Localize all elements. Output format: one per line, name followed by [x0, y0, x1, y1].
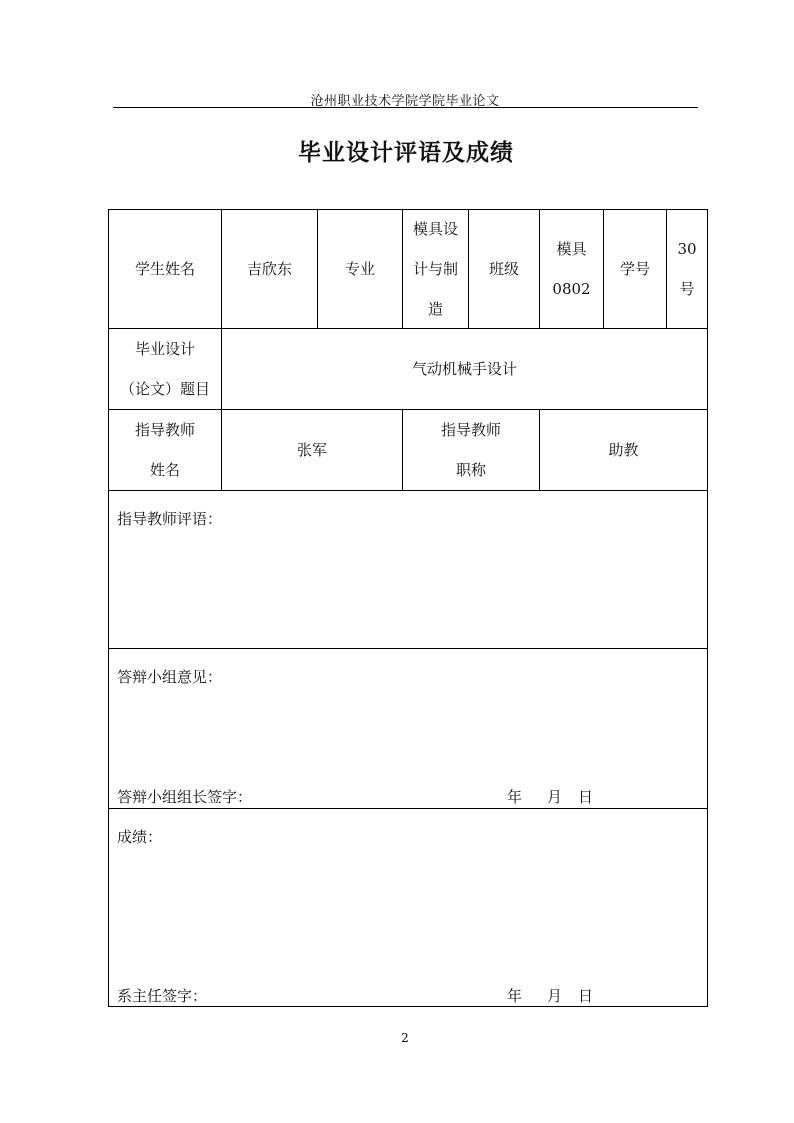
advisor-comment-label: 指导教师评语： [117, 510, 223, 528]
advisor-name-label-line-1: 指导教师 [134, 421, 195, 439]
class-value [539, 210, 603, 328]
header-rule [113, 107, 698, 108]
topic-label [109, 329, 221, 409]
student-name-label: 学生姓名 [134, 260, 195, 278]
topic-row [109, 329, 707, 410]
defense-sign-line [117, 786, 697, 806]
defense-date-year: 年 [507, 788, 523, 806]
major-line-1: 模具设 [412, 220, 458, 238]
evaluation-form [108, 209, 708, 1007]
topic-value: 气动机械手设计 [221, 329, 707, 409]
grade-label: 成绩： [117, 828, 163, 846]
student-id-line-2: 号 [679, 280, 695, 298]
advisor-name-value: 张军 [221, 410, 402, 490]
major-label: 专业 [317, 210, 402, 328]
student-name-value: 吉欣东 [221, 210, 317, 328]
page-title: 毕业设计评语及成绩 [298, 139, 514, 166]
defense-date-month: 月 [547, 788, 563, 806]
major-value [402, 210, 468, 328]
topic-label-line-2: （论文）题目 [119, 380, 210, 398]
page-number: 2 [401, 1031, 409, 1045]
student-id-line-1: 30 [677, 240, 697, 258]
grade-sign-label: 系主任签字： [117, 987, 208, 1005]
advisor-comment-row [109, 491, 707, 649]
defense-opinion-row [109, 649, 707, 809]
advisor-title-label-line-2: 职称 [455, 461, 486, 479]
topic-label-line-1: 毕业设计 [134, 340, 195, 358]
major-line-3: 造 [427, 300, 443, 318]
advisor-row [109, 410, 707, 491]
grade-date-month: 月 [547, 987, 563, 1005]
advisor-title-label [402, 410, 539, 490]
student-id-label: 学号 [603, 210, 666, 328]
class-label: 班级 [468, 210, 539, 328]
grade-sign-line [117, 985, 697, 1005]
grade-date-year: 年 [507, 987, 523, 1005]
class-line-1: 模具 [556, 240, 587, 258]
major-line-2: 计与制 [412, 260, 458, 278]
class-line-2: 0802 [552, 280, 591, 298]
advisor-title-value: 助教 [539, 410, 707, 490]
student-info-row [109, 210, 707, 329]
defense-date-day: 日 [578, 788, 594, 806]
advisor-title-label-line-1: 指导教师 [440, 421, 501, 439]
advisor-name-label [109, 410, 221, 490]
grade-row [109, 809, 707, 1007]
defense-sign-label: 答辩小组组长签字： [117, 788, 253, 806]
defense-opinion-label: 答辩小组意见： [117, 668, 223, 686]
grade-date-day: 日 [578, 987, 594, 1005]
advisor-name-label-line-2: 姓名 [149, 461, 180, 479]
student-id-value [666, 210, 707, 328]
page-header: 沧州职业技术学院学院毕业论文 [310, 94, 500, 109]
